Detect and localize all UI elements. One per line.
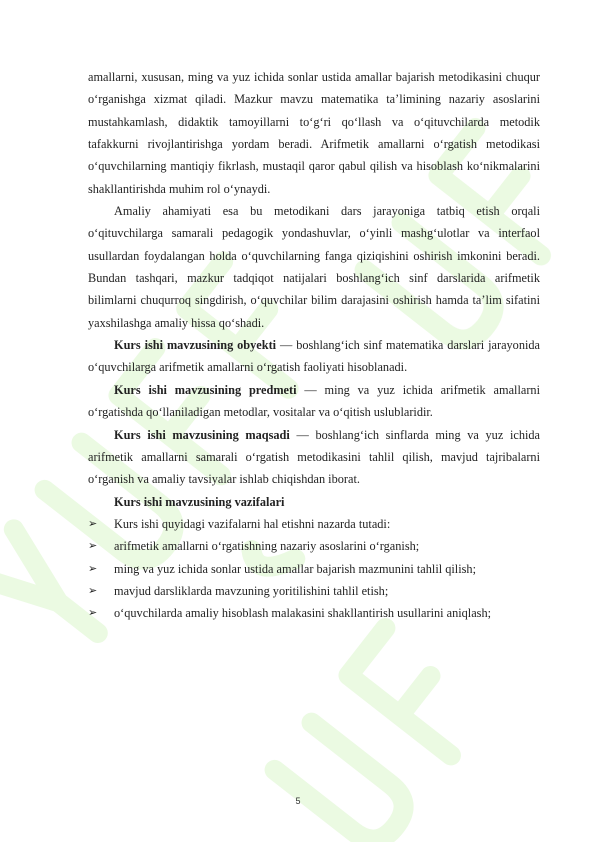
- paragraph-practical-significance: [88, 200, 540, 334]
- arrow-bullet-icon: ➢: [88, 562, 98, 575]
- paragraph-lead: Kurs ishi mavzusining predmeti: [114, 382, 297, 397]
- document-page: [88, 66, 540, 625]
- paragraph-text: Amaliy ahamiyati esa bu metodikani dars jarayoniga tatbiq etish orqali o‘qituvchilarga samarali pedagogik yondashuvlar, o‘yinli mashg‘ulotlar va interfaol usullardan foydalangan holda o‘quvchilarning fanga qiziqishini oshirish imkonini beradi. Bundan tashqari, mazkur tadqiqot natijalari boshlang‘ich sinf darslarida arifmetik bilimlarni chuqurroq singdirish, o‘quvchilar bilim darajasini oshirish hamda ta’lim sifatini yaxshilashga amaliy hissa qo‘shadi.: [88, 204, 540, 330]
- paragraph-intro-continued: [88, 66, 540, 200]
- list-item-text: ming va yuz ichida sonlar ustida amallar bajarish mazmunini tahlil qilish;: [114, 561, 476, 576]
- paragraph-text: — boshlang‘ich sinflarda ming va yuz ichida arifmetik amallarni samarali o‘rgatish metodikasini tahlil qilish, mavjud tajribalarni o‘rganish va amaliy tavsiyalar ishlab chiqishdan iborat.: [88, 427, 541, 487]
- page-number: 5: [295, 796, 301, 806]
- arrow-bullet-icon: ➢: [88, 517, 98, 530]
- list-item-text: Kurs ishi quyidagi vazifalarni hal etishni nazarda tutadi:: [114, 516, 391, 531]
- arrow-bullet-icon: ➢: [88, 607, 98, 620]
- paragraph-lead: Kurs ishi mavzusining obyekti: [114, 338, 277, 353]
- paragraph-object: [88, 334, 540, 379]
- list-item-text: o‘quvchilarda amaliy hisoblash malakasini shakllantirish usullarini aniqlash;: [114, 606, 492, 621]
- list-item-text: arifmetik amallarni o‘rgatishning nazariy asoslarini o‘rganish;: [114, 539, 420, 554]
- tasks-heading: Kurs ishi mavzusining vazifalari: [114, 494, 285, 509]
- list-item: [88, 580, 540, 602]
- arrow-bullet-icon: ➢: [88, 584, 98, 597]
- list-item: [88, 535, 540, 557]
- paragraph-text: — boshlang‘ich sinf matematika darslari jarayonida o‘quvchilarga arifmetik amallarni o‘rgatish faoliyati hisoblanadi.: [88, 338, 540, 375]
- list-item: [88, 513, 540, 535]
- paragraph-goal: [88, 424, 540, 491]
- list-item: [88, 602, 540, 624]
- paragraph-subject: [88, 379, 540, 424]
- paragraph-text: amallarni, xususan, ming va yuz ichida sonlar ustida amallar bajarish metodikasini chuqur o‘rganishga xizmat qiladi. Mazkur mavzu matematika ta’limining nazariy asoslarini mustahkamlash, didaktik tamoyillarni to‘g‘ri qo‘llash va o‘qituvchilarda metodik tafakkurni rivojlantirishga yordam beradi. Arifmetik amallarni o‘rgatish metodikasi o‘quvchilarning mantiqiy fikrlash, mustaqil qaror qabul qilish va hisoblash ko‘nikmalarini shakllantirishda muhim rol o‘ynaydi.: [88, 70, 540, 196]
- paragraph-text: — ming va yuz ichida arifmetik amallarni o‘rgatishda qo‘llaniladigan metodlar, vositalar va o‘qitish uslublaridir.: [88, 382, 540, 420]
- arrow-bullet-icon: ➢: [88, 540, 98, 553]
- paragraph-lead: Kurs ishi mavzusining maqsadi: [114, 427, 290, 442]
- list-item-text: mavjud darsliklarda mavzuning yoritilishini tahlil etish;: [114, 583, 389, 598]
- list-item: [88, 558, 540, 580]
- tasks-list: [88, 513, 540, 625]
